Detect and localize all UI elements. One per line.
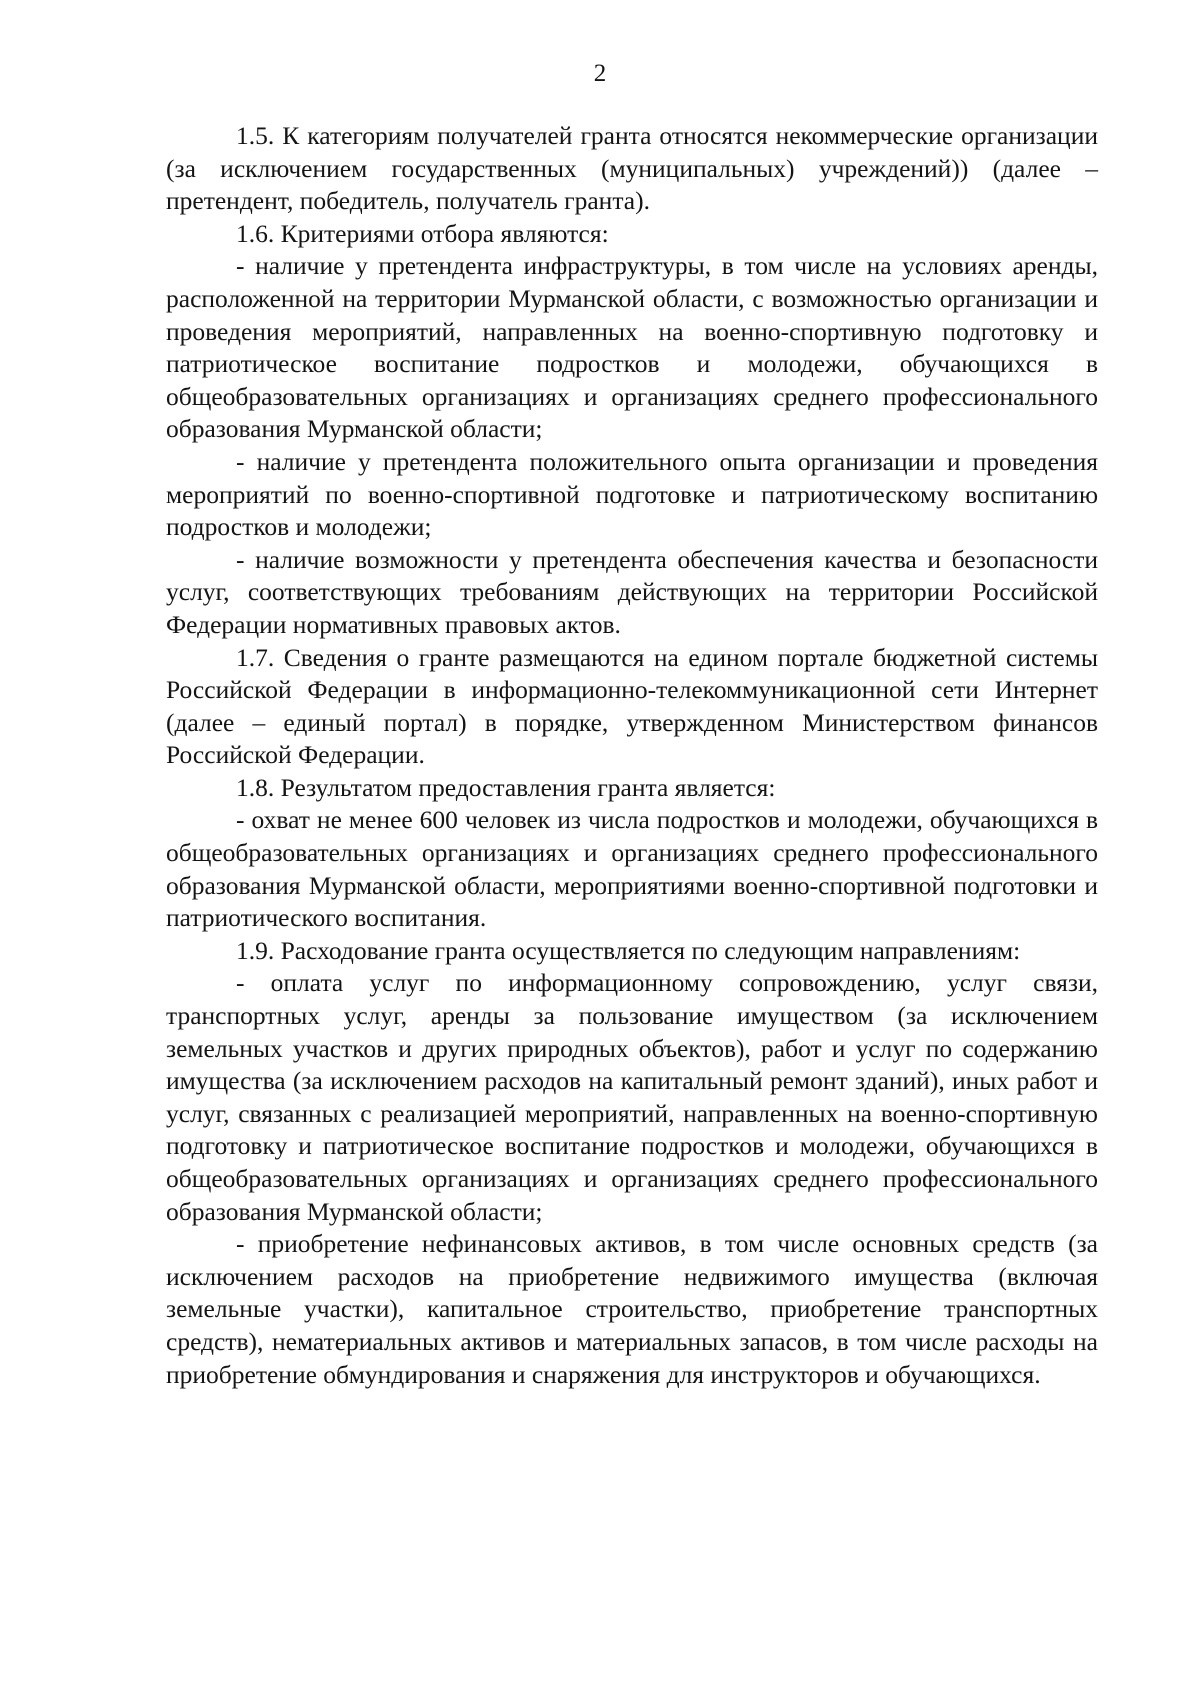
expense-assets: - приобретение нефинансовых активов, в том числе основных средств (за исключением расходов на приобретение недвижимого имущества (включая земельные участки), капитальное строительство, приобретение транспортных средств), нематериальных активов и материальных запасов, в том числе расходы на приобретение обмундирования и снаряжения для инструкторов и обучающихся. [166, 1229, 1098, 1389]
result-coverage: - охват не менее 600 человек из числа подростков и молодежи, обучающихся в общеобразовательных организациях и организациях среднего профессионального образования Мурманской области, мероприятиями военно-спортивной подготовки и патриотического воспитания. [166, 805, 1098, 933]
expense-services: - оплата услуг по информационному сопровождению, услуг связи, транспортных услуг, аренды за пользование имуществом (за исключением земельных участков и других природных объектов), работ и услуг по содержанию имущества (за исключением расходов на капитальный ремонт зданий), иных работ и услуг, связанных с реализацией мероприятий, направленных на военно-спортивную подготовку и патриотическое воспитание подростков и молодежи, обучающихся в общеобразовательных организациях и организациях среднего профессионального образования Мурманской области; [166, 968, 1098, 1226]
paragraph-1-8: 1.8. Результатом предоставления гранта является: [236, 772, 776, 802]
criterion-experience: - наличие у претендента положительного опыта организации и проведения мероприятий по военно-спортивной подготовке и патриотическому воспитанию подростков и молодежи; [166, 446, 1098, 542]
paragraph-1-6: 1.6. Критериями отбора являются: [236, 218, 609, 248]
criterion-infrastructure: - наличие у претендента инфраструктуры, в том числе на условиях аренды, расположенной на территории Мурманской области, с возможностью организации и проведения мероприятий, направленных на военно-спортивную подготовку и патриотическое воспитание подростков и молодежи, обучающихся в общеобразовательных организациях и организациях среднего профессионального образования Мурманской области; [166, 251, 1098, 444]
paragraph-1-9: 1.9. Расходование гранта осуществляется по следующим направлениям: [236, 935, 1021, 965]
paragraph-1-5: 1.5. К категориям получателей гранта относятся некоммерческие организации (за исключением государственных (муниципальных) учреждений)) (далее – претендент, победитель, получатель гранта). [166, 121, 1098, 216]
document-body [166, 120, 1098, 1391]
page-number: 2 [593, 60, 607, 87]
criterion-quality-safety: - наличие возможности у претендента обеспечения качества и безопасности услуг, соответствующих требованиям действующих на территории Российской Федерации нормативных правовых актов. [166, 544, 1098, 639]
paragraph-1-7: 1.7. Сведения о гранте размещаются на едином портале бюджетной системы Российской Федерации в информационно-телекоммуникационной сети Интернет (далее – единый портал) в порядке, утвержденном Министерством финансов Российской Федерации. [166, 642, 1098, 770]
